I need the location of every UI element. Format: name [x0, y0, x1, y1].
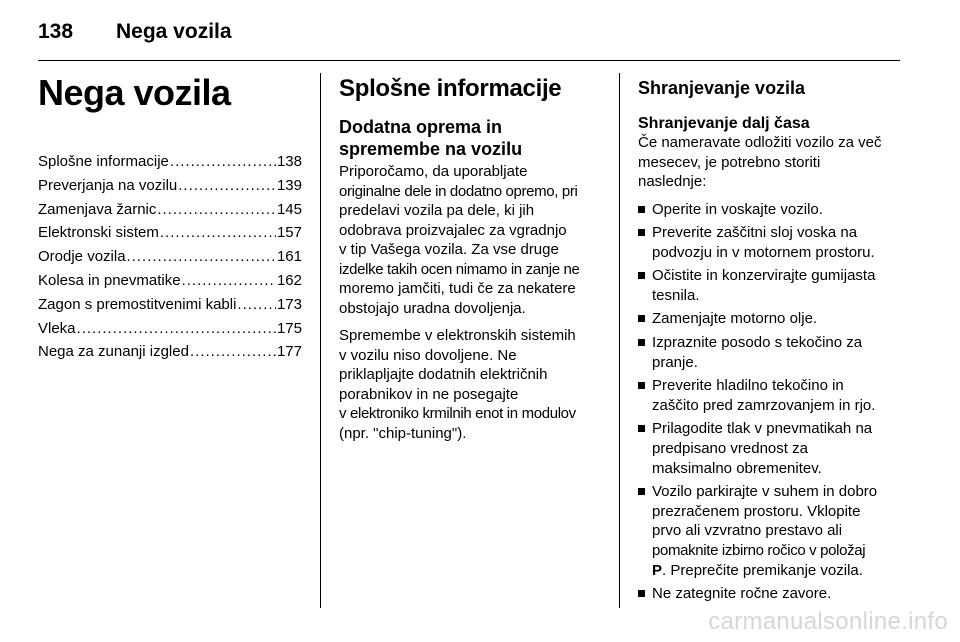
toc-entry[interactable]	[38, 269, 302, 293]
toc-column	[38, 68, 302, 364]
text-line: originalne dele in dodatno opremo, pri	[339, 182, 578, 200]
list-item	[638, 266, 902, 305]
list-item	[638, 376, 902, 415]
page-header	[38, 16, 900, 61]
text-line: v vozilu niso dovoljene. Ne	[339, 346, 517, 364]
paragraph-electronics	[339, 326, 603, 443]
toc-entry-label: Nega za zunanji izgled	[38, 343, 189, 361]
page-number: 138	[38, 20, 74, 43]
toc-entry[interactable]	[38, 293, 302, 317]
chapter-title: Nega vozila	[38, 72, 231, 113]
toc-entry[interactable]	[38, 245, 302, 269]
square-bullet-icon	[638, 272, 645, 279]
watermark: carmanualsonline.info	[708, 608, 948, 635]
text-line: Spremembe v elektronskih sistemih	[339, 327, 576, 344]
text-line: v tip Vašega vozila. Za vse druge	[339, 241, 559, 258]
toc-entry[interactable]	[38, 317, 302, 341]
toc-entry-label: Zagon s premostitvenimi kabli	[38, 295, 237, 313]
text-line: predpisano vrednost za	[652, 440, 808, 458]
list-item	[638, 309, 902, 329]
toc-leader-dots	[190, 340, 276, 364]
square-bullet-icon	[638, 488, 645, 495]
list-item	[638, 223, 902, 262]
toc-entry-page: 138	[276, 153, 302, 170]
text-line: v elektroniko krmilnih enot in modulov	[339, 405, 576, 422]
toc-entry[interactable]	[38, 174, 302, 198]
list-item	[638, 419, 902, 478]
text-line: porabnikov in ne posegajte	[339, 385, 519, 403]
toc-leader-dots	[127, 245, 276, 269]
toc-entry[interactable]	[38, 221, 302, 245]
toc-leader-dots	[157, 198, 276, 222]
toc-entry-label: Orodje vozila	[38, 248, 126, 266]
text-line: Priporočamo, da uporabljate	[339, 163, 528, 180]
toc-leader-dots	[170, 150, 276, 174]
text-line: Operite in voskajte vozilo.	[652, 200, 823, 218]
subsection-title-line: spremembe na vozilu	[339, 139, 523, 159]
toc-entry-page: 139	[276, 176, 302, 194]
text-line: Očistite in konzervirajte gumijasta	[652, 267, 876, 285]
section-title-storage: Shranjevanje vozila	[638, 78, 806, 98]
toc-entry-label: Preverjanja na vozilu	[38, 176, 178, 194]
text-line: podvozju in v motornem prostoru.	[652, 243, 875, 261]
square-bullet-icon	[638, 382, 645, 389]
text-fragment: . Preprečite premikanje vozila.	[662, 561, 863, 579]
running-title: Nega vozila	[116, 20, 232, 43]
text-line: maksimalno obremenitev.	[652, 459, 822, 477]
toc-entry[interactable]	[38, 340, 302, 364]
square-bullet-icon	[638, 425, 645, 432]
paragraph-original-parts	[339, 162, 603, 318]
text-line: Ne zategnite ročne zavore.	[652, 585, 832, 603]
text-line: mesecev, je potrebno storiti	[638, 153, 821, 171]
text-line: izdelke takih ocen nimamo in zanje ne	[339, 260, 580, 278]
toc-entry-page: 157	[276, 224, 302, 242]
text-line: naslednje:	[638, 173, 707, 190]
text-line: tesnila.	[652, 286, 700, 304]
column-divider-2	[619, 73, 620, 608]
text-line: Izpraznite posodo s tekočino za	[652, 334, 863, 352]
text-line: Preverite zaščitni sloj voska na	[652, 224, 858, 242]
storage-checklist	[638, 200, 902, 604]
text-line	[652, 561, 902, 581]
toc-entry[interactable]	[38, 150, 302, 174]
toc-entry[interactable]	[38, 198, 302, 222]
text-line: Preverite hladilno tekočino in	[652, 377, 844, 395]
toc-leader-dots	[160, 221, 276, 245]
list-item	[638, 200, 902, 220]
toc-leader-dots	[178, 174, 276, 198]
text-line: pranje.	[652, 353, 698, 371]
toc-leader-dots	[237, 293, 276, 317]
section-title-general: Splošne informacije	[339, 75, 562, 102]
text-line: predelavi vozila pa dele, ki jih	[339, 202, 535, 219]
toc-entry-label: Splošne informacije	[38, 153, 169, 170]
toc-entry-page: 145	[276, 200, 302, 218]
text-line: Če nameravate odložiti vozilo za več	[638, 134, 882, 151]
text-line: pomaknite izbirno ročico v položaj	[652, 542, 866, 559]
text-line: Prilagodite tlak v pnevmatikah na	[652, 420, 873, 438]
text-line: priklapljajte dodatnih električnih	[339, 366, 548, 383]
toc-entry-page: 161	[276, 248, 302, 266]
toc-entry-page: 173	[276, 295, 302, 313]
square-bullet-icon	[638, 206, 645, 213]
toc-entry-label: Kolesa in pnevmatike	[38, 271, 181, 289]
text-line: zaščito pred zamrzovanjem in rjo.	[652, 396, 876, 414]
square-bullet-icon	[638, 315, 645, 322]
column-divider-1	[320, 73, 321, 608]
text-line: prezračenem prostoru. Vklopite	[652, 502, 861, 520]
text-line: obstojajo uradna dovoljenja.	[339, 299, 526, 317]
text-line: prvo ali vzvratno prestavo ali	[652, 522, 843, 540]
text-line: Zamenjajte motorno olje.	[652, 310, 818, 328]
toc-entry-label: Vleka	[38, 319, 76, 337]
square-bullet-icon	[638, 339, 645, 346]
text-line: moremo jamčiti, tudi če za nekatere	[339, 280, 576, 297]
list-item	[638, 584, 902, 604]
general-info-column	[339, 68, 603, 451]
toc-entry-label: Zamenjava žarnic	[38, 200, 157, 218]
toc-leader-dots	[182, 269, 276, 293]
subsection-title-line: Dodatna oprema in	[339, 117, 503, 137]
list-item	[638, 482, 902, 580]
text-line: Vozilo parkirajte v suhem in dobro	[652, 483, 878, 501]
subsection-title-long-storage: Shranjevanje dalj časa	[638, 115, 810, 132]
storage-column	[638, 68, 902, 608]
toc-entry-page: 162	[276, 271, 302, 289]
table-of-contents	[38, 150, 302, 364]
gear-position-label: P	[652, 561, 663, 579]
paragraph-storage-intro	[638, 133, 902, 192]
toc-entry-page: 177	[276, 343, 302, 361]
list-item	[638, 333, 902, 372]
toc-entry-label: Elektronski sistem	[38, 224, 159, 242]
toc-leader-dots	[77, 317, 276, 341]
text-line: odobrava proizvajalec za vgradnjo	[339, 221, 567, 239]
square-bullet-icon	[638, 229, 645, 236]
subsection-title-accessories	[339, 116, 603, 160]
toc-entry-page: 175	[276, 319, 302, 337]
text-line: (npr. "chip-tuning").	[339, 424, 467, 442]
square-bullet-icon	[638, 590, 645, 597]
